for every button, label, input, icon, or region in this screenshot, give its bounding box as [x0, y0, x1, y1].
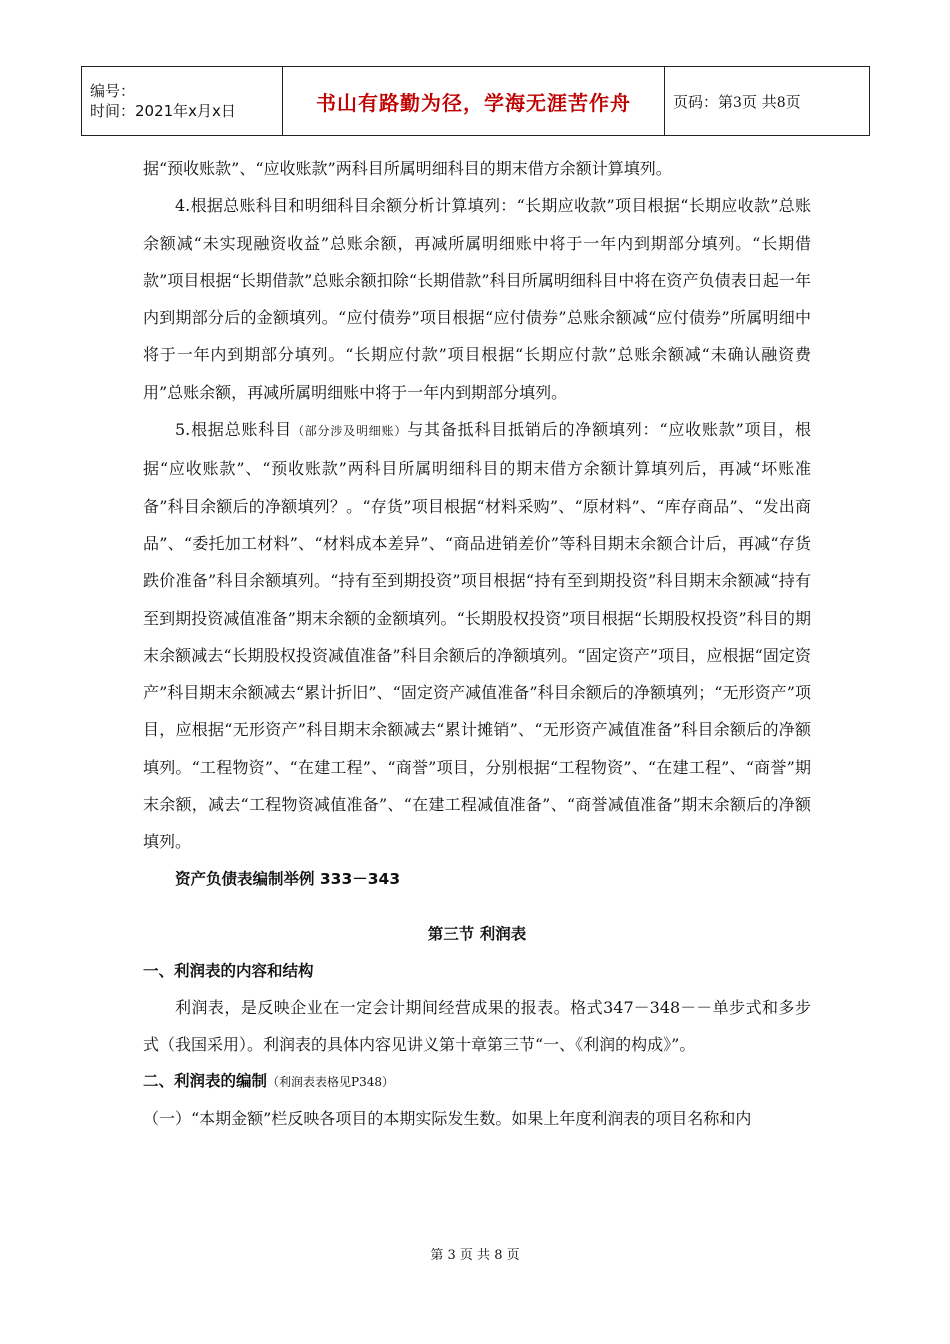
paragraph-income-statement: 利润表，是反映企业在一定会计期间经营成果的报表。格式347－348－－单步式和多步式（我国采用）。利润表的具体内容见讲义第十章第三节“一、《利润的构成》”。	[143, 997, 811, 1054]
page-total: 8	[776, 94, 786, 111]
header-page-indicator	[665, 67, 870, 136]
paragraph-5-lead: 5.根据总账科目	[175, 420, 292, 440]
paragraph-4: 4.根据总账科目和明细科目余额分析计算填列：“长期应收款”项目根据“长期应收款”总账余额减“未实现融资收益”总账余额，再减所属明细账中将于一年内到期部分填列。“长期借款”项目根据“长期借款”总账余额扣除“长期借款”科目所属明细科目中将在资产负债表日起一年内到期部分后的金额填列。“应付债券”项目根据“应付债券”总账余额减“应付债券”所属明细中将于一年内到期部分填列。“长期应付款”项目根据“长期应付款”总账余额减“未确认融资费用”总账余额，再减所属明细账中将于一年内到期部分填列。	[143, 196, 811, 402]
heading-preparation	[143, 1063, 811, 1100]
paragraph-5	[143, 411, 811, 861]
heading-preparation-text: 二、利润表的编制	[143, 1072, 268, 1091]
continued-paragraph: 据“预收账款”、“应收账款”两科目所属明细科目的期末借方余额计算填列。	[143, 159, 672, 178]
paragraph-item-1: （一）“本期金额”栏反映各项目的本期实际发生数。如果上年度利润表的项目名称和内	[143, 1109, 752, 1129]
paragraph-5-text: 与其备抵科目抵销后的净额填列：“应收账款”项目，根据“应收账款”、“预收账款”两科目所属明细科目的期末借方余额计算填列后，再减“坏账准备”科目余额后的净额填列？。“存货”项目根据“材料采购”、“原材料”、“库存商品”、“发出商品”、“委托加工材料”、“材料成本差异”、“商品进销差价”等科目期末余额合计后，再减“存货跌价准备”科目余额填列。“持有至到期投资”项目根据“持有至到期投资”科目期末余额减“持有至到期投资减值准备”期末余额的金额填列。“长期股权投资”项目根据“长期股权投资”科目的期末余额减去“长期股权投资减值准备”科目余额后的净额填列。“固定资产”项目，应根据“固定资产”科目期末余额减去“累计折旧”、“固定资产减值准备”科目余额后的净额填列；“无形资产”项目，应根据“无形资产”科目期末余额减去“累计摊销”、“无形资产减值准备”科目余额后的净额填列。“工程物资”、“在建工程”、“商誉”项目，分别根据“工程物资”、“在建工程”、“商誉”期末余额，减去“工程物资减值准备”、“在建工程减值准备”、“商誉减值准备”期末余额后的净额填列。	[143, 420, 811, 852]
page-prefix: 页码：第	[673, 92, 734, 111]
document-number-label: 编号：	[90, 82, 136, 100]
page-current: 3	[733, 94, 742, 111]
heading-content-structure: 一、利润表的内容和结构	[143, 961, 314, 980]
document-body	[143, 150, 811, 1138]
section-title: 第三节 利润表	[427, 924, 527, 943]
example-reference: 资产负债表编制举例 333－343	[175, 869, 401, 888]
page-footer: 第 3 页 共 8 页	[430, 1248, 520, 1263]
header-motto: 书山有路勤为径，学海无涯苦作舟	[283, 67, 665, 136]
page-mid: 页 共	[741, 92, 777, 111]
page-header	[81, 66, 870, 136]
heading-preparation-note: （利润表表格见P348）	[267, 1075, 394, 1090]
paragraph-5-note: （部分涉及明细账）	[291, 424, 408, 439]
header-meta	[82, 67, 283, 136]
page-suffix: 页	[785, 92, 801, 111]
document-date: 时间：2021年x月x日	[90, 102, 236, 120]
